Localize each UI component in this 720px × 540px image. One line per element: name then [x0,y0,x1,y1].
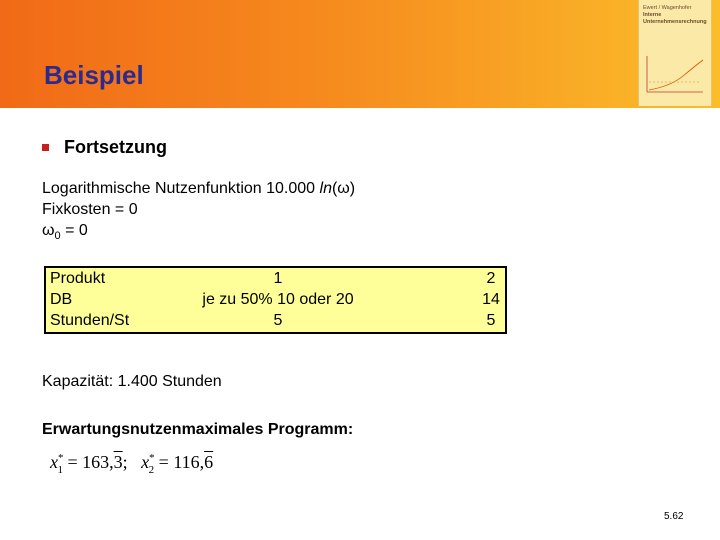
product-table [44,266,507,334]
red-square-bullet-icon [42,144,49,151]
page-number: 5.62 [664,511,684,522]
book-cover-thumbnail [638,0,712,106]
fixed-costs-line: Fixkosten = 0 [42,201,138,218]
row-labels-column [50,268,129,331]
cover-title-line2: Unternehmensrechnung [643,19,707,25]
product-1-id: 1 [273,270,283,287]
optimal-program-formula: $x^*_1 = 163,3$; $x^*_2 = 116,6$ [50,452,214,476]
cover-title-line1: Interne [643,12,662,18]
label-db: DB [50,291,73,308]
label-stunden: Stunden/St [50,312,130,329]
slide-title: Beispiel [44,60,144,90]
bullet-text: Fortsetzung [64,137,167,157]
product-2-hours: 5 [486,312,496,329]
slide-header [0,0,720,108]
cover-graph-icon [643,52,707,100]
program-heading: Erwartungsnutzenmaximales Programm: [42,421,354,438]
product-2-column [466,268,516,331]
cover-author: Ewert / Wagenhofer [643,5,692,11]
product-2-id: 2 [486,270,496,287]
utility-function-line: Logarithmische Nutzenfunktion 10.000 ln(ω) [42,180,356,197]
product-1-db: je zu 50% 10 oder 20 [202,291,354,308]
product-1-column [188,268,368,331]
initial-wealth-line: $\omega_0 = 0$ [42,222,88,243]
label-produkt: Produkt [50,270,106,287]
assumptions-block [42,178,355,247]
product-2-db: 14 [482,291,500,308]
capacity-text: Kapazität: 1.400 Stunden [42,373,222,390]
product-1-hours: 5 [273,312,283,329]
